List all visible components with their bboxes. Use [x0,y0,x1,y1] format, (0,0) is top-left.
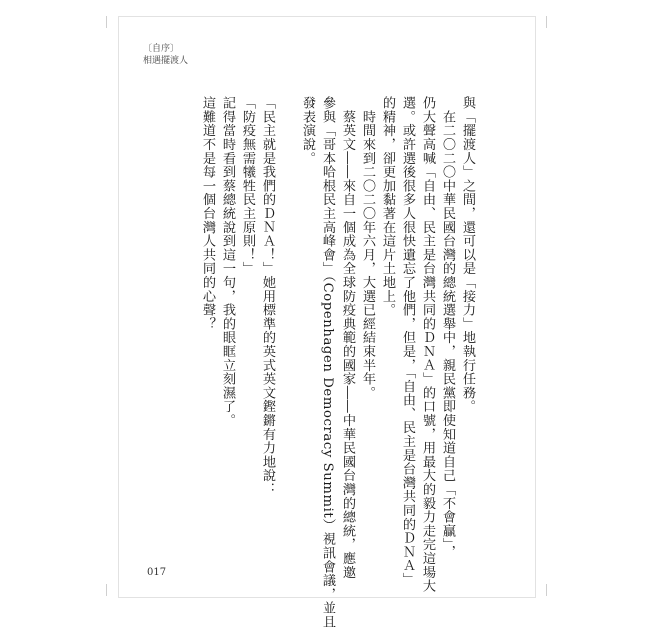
crop-mark-bottom-left [106,584,107,596]
text-column-14: 這難道不是每一個台灣人共同的心聲？ [200,96,215,331]
text-column-7: 蔡英文――來自一個成為全球防疫典範的國家――中華民國台灣的總統，應邀 [340,96,355,579]
text-column-6: 時間來到二〇二〇年六月，大選已經結束半年。 [360,96,375,400]
text-column-2: 在二〇二〇中華民國台灣的總統選舉中，親民黨即使知道自己「不會贏」， [440,96,455,559]
text-column-1: 與「擺渡人」之間，還可以是「接力」地執行任務。 [460,96,475,414]
text-column-11: 「民主就是我們的ＤＮＡ！」她用標準的英式英文鏗鏘有力地說： [260,96,275,497]
header-section-label: 〔自序〕 [143,44,180,54]
page-number: 017 [147,567,167,578]
text-column-3: 仍大聲高喊「自由、民主是台灣共同的ＤＮＡ」的口號，用最大的毅力走完這場大 [420,96,435,593]
text-column-9: 發表演說。 [300,96,315,165]
text-column-8: 參與「哥本哈根民主高峰會」（Copenhagen Democracy Summit）視訊會議，並且 [320,96,335,629]
text-column-12: 「防疫無需犧牲民主原則！」 [240,96,255,276]
text-column-13: 記得當時看到蔡總統說到這一句，我的眼眶立刻濕了。 [220,96,235,428]
crop-mark-top-right [546,16,547,28]
text-column-5: 的精神，卻更加黏著在這片土地上。 [380,96,395,317]
header-chapter-title: 相遇擺渡人 [143,56,189,66]
running-header [143,43,188,67]
crop-mark-top-left [106,16,107,28]
text-column-4: 選。或許選後很多人很快遺忘了他們，但是，「自由、民主是台灣共同的ＤＮＡ」 [400,96,415,587]
crop-mark-bottom-right [546,584,547,596]
